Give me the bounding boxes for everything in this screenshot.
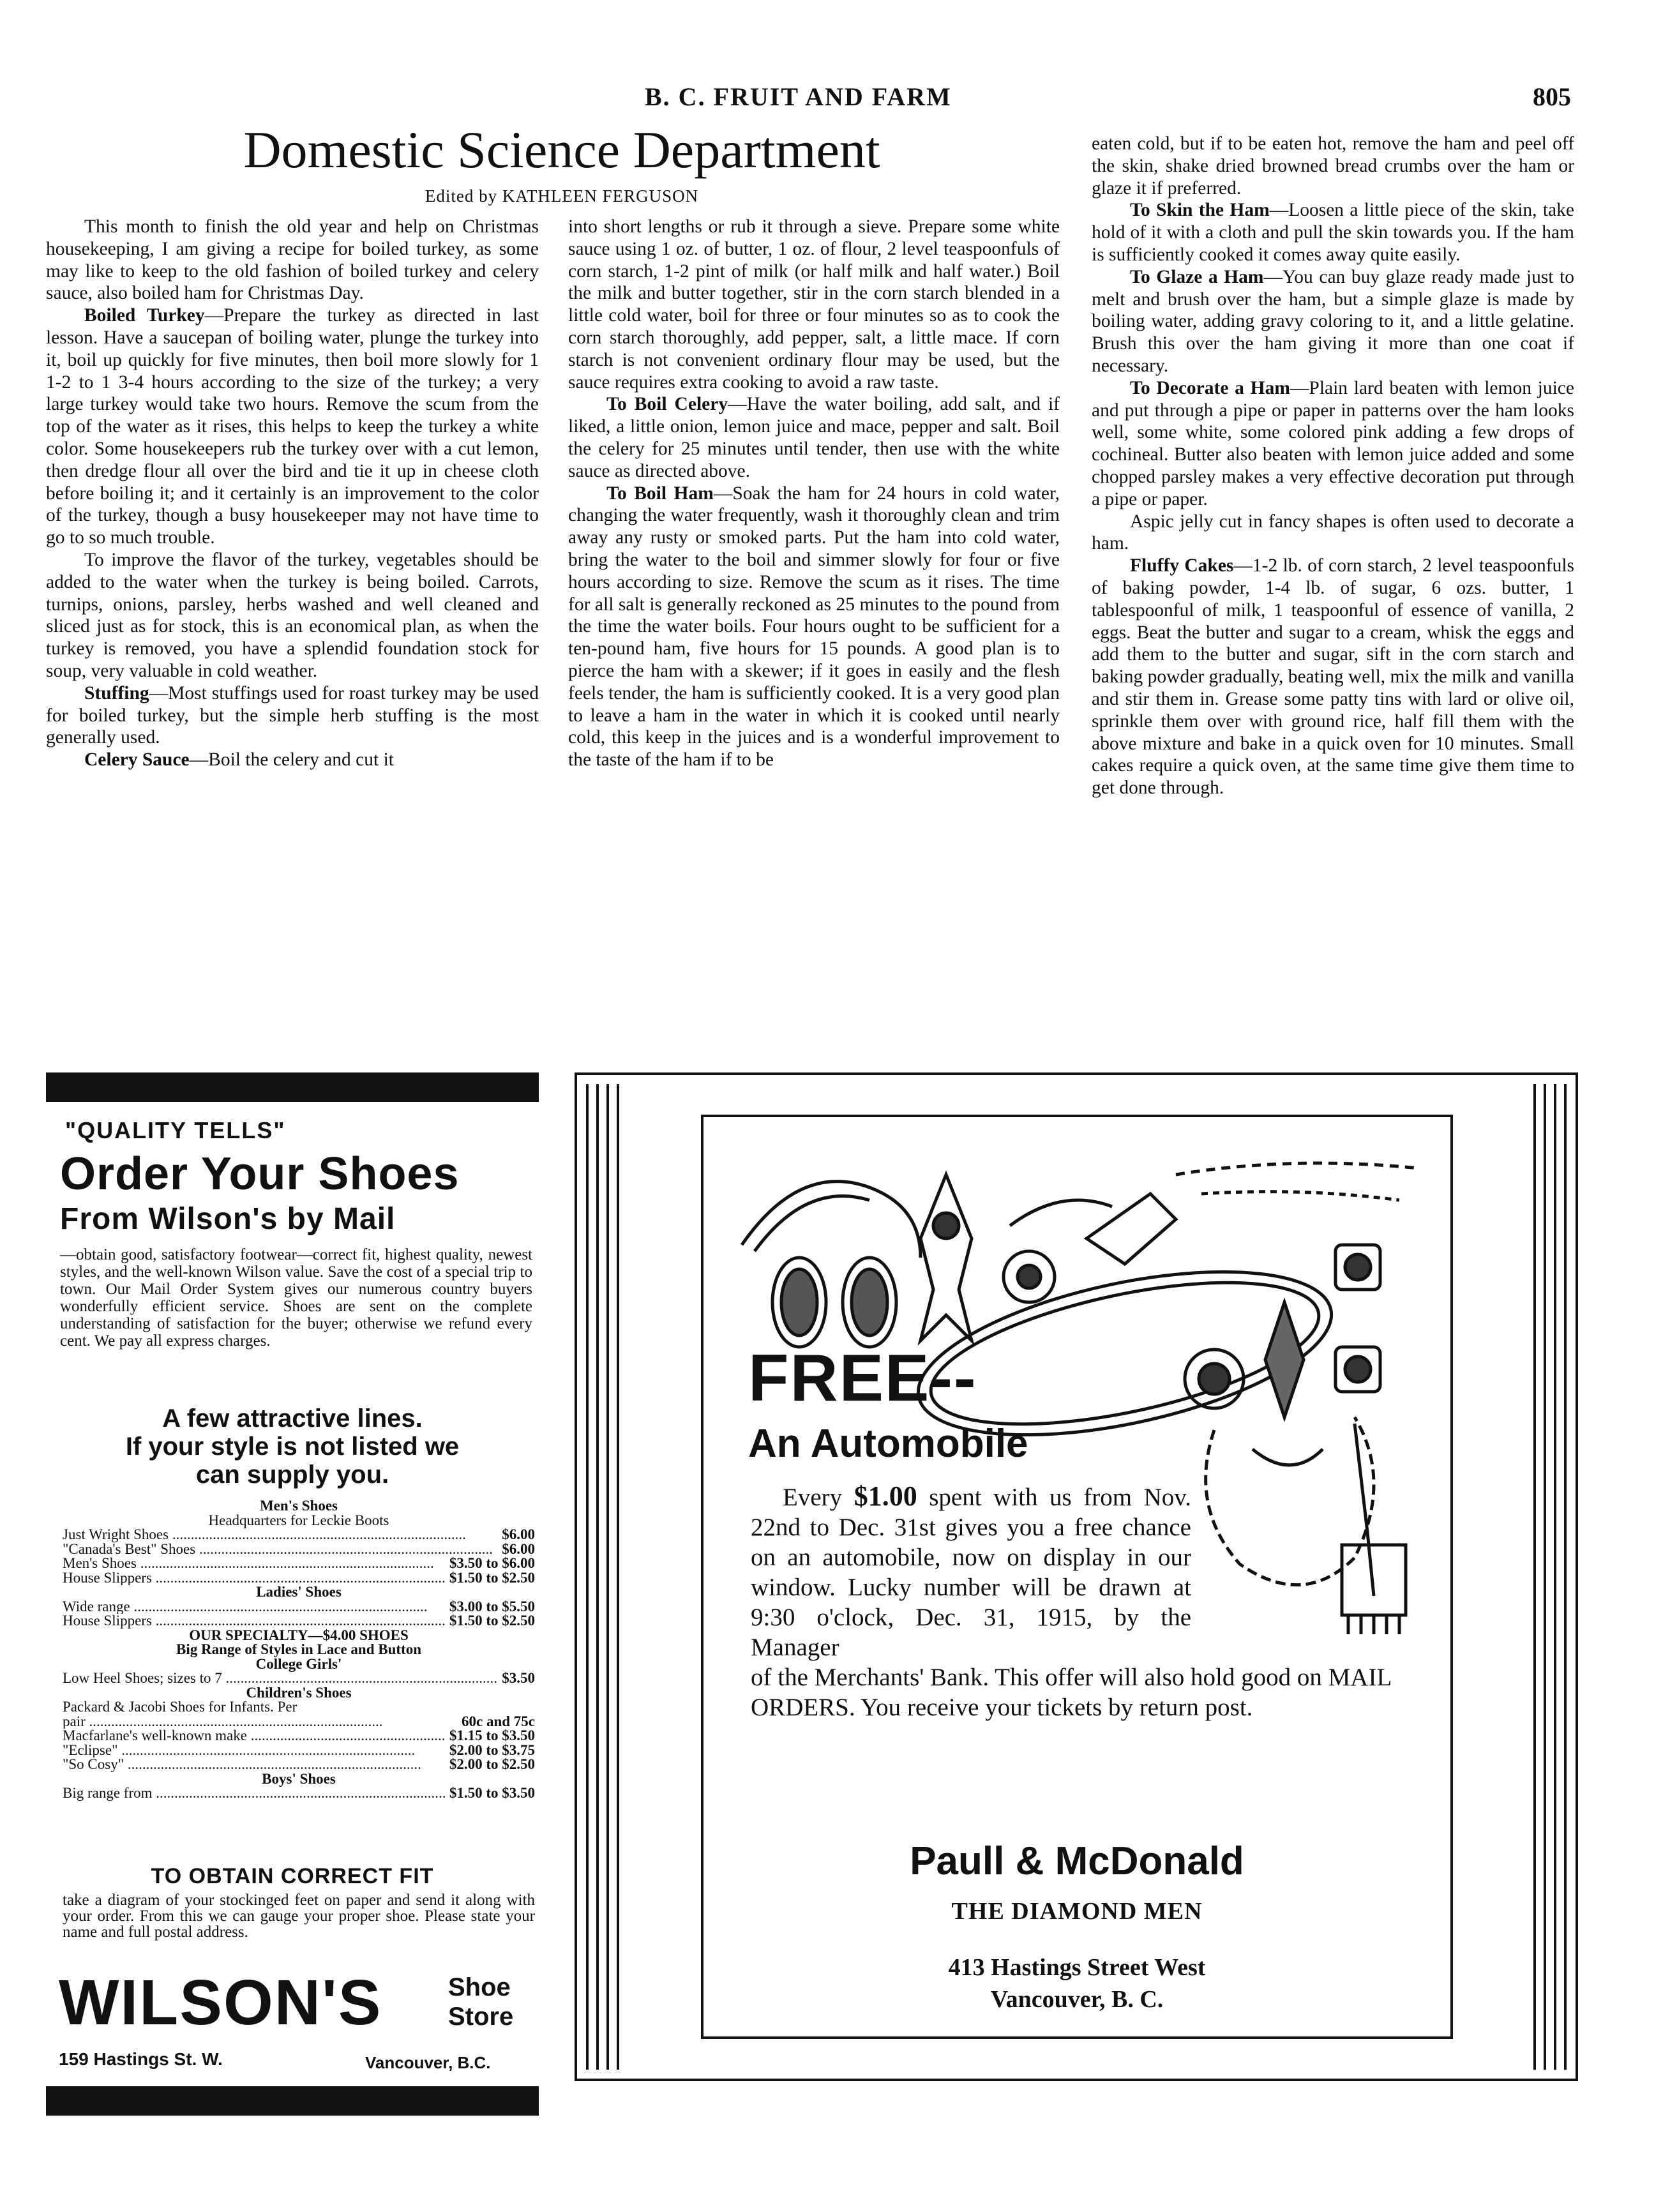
frame-stripes-left xyxy=(586,1084,624,2070)
article-paragraph xyxy=(1092,555,1574,799)
ad-lines-2: If your style is not listed we xyxy=(125,1433,460,1461)
price-item-price: $3.50 xyxy=(502,1670,535,1686)
frame-stripes-right xyxy=(1528,1084,1567,2070)
article-paragraph xyxy=(46,749,539,771)
article-column-3 xyxy=(1092,133,1574,799)
price-row xyxy=(63,1542,535,1557)
paragraph-text: —Most stuffings used for roast turkey may be used for boiled turkey, but the simple herb stuffing is the most generally used. xyxy=(46,682,539,748)
article-column-2 xyxy=(568,216,1060,771)
price-group-boys xyxy=(63,1786,535,1801)
article-paragraph xyxy=(1092,377,1574,511)
price-row xyxy=(63,1614,535,1629)
ad-automobile-headline: An Automobile xyxy=(748,1422,1028,1466)
price-item-name: Low Heel Shoes; sizes to 7 ..... xyxy=(63,1671,498,1686)
paragraph-text: —Have the water boiling, add salt, and if liked, a little onion, lemon juice and mace, pepper and salt. Boil the celery for 25 minutes until tender, then use with the white sauce as directed above. xyxy=(568,394,1060,481)
store-address: 159 Hastings St. W. xyxy=(59,2049,223,2069)
paragraph-lead: To Decorate a Ham xyxy=(1130,377,1290,398)
price-item-name: pair ..... xyxy=(63,1715,458,1729)
paragraph-text: To improve the flavor of the turkey, vegetables should be added to the water when the turkey is being boiled. Carrots, turnips, onions, parsley, herbs washed and well cleaned and sliced just as for stock, this is an economical plan, as when the turkey is removed, you have a splendid foundation stock for soup, very valuable in cold weather. xyxy=(46,549,539,681)
store-city: Vancouver, B.C. xyxy=(365,2053,491,2072)
article-paragraph xyxy=(1092,266,1574,377)
company-tagline: THE DIAMOND MEN xyxy=(951,1898,1203,1925)
ad-lines-text xyxy=(46,1404,539,1489)
ad-amount: $1.00 xyxy=(854,1480,917,1512)
ad-body-narrow xyxy=(751,1481,1191,1662)
price-item-price: $2.00 to $2.50 xyxy=(449,1756,535,1772)
article-paragraph xyxy=(1092,199,1574,266)
price-group-college xyxy=(63,1671,535,1686)
price-item-name: House Slippers ..... xyxy=(63,1614,446,1629)
article-paragraph xyxy=(568,393,1060,482)
price-item-price: $1.50 to $3.50 xyxy=(449,1785,535,1801)
paragraph-lead: Celery Sauce xyxy=(84,749,190,771)
page-number: 805 xyxy=(1533,82,1571,111)
ad-tagline: "QUALITY TELLS" xyxy=(65,1117,286,1143)
fit-text: take a diagram of your stockinged feet on paper and send it along with your order. From this we can gauge your proper shoe. Please state your name and full postal address. xyxy=(63,1892,535,1941)
store-shoe: Shoe xyxy=(448,1973,511,2001)
ad-headline: Order Your Shoes xyxy=(60,1148,460,1200)
paragraph-lead: To Boil Ham xyxy=(606,483,714,504)
ad-every: Every xyxy=(783,1484,843,1511)
price-heading-mens: Men's Shoes xyxy=(259,1498,338,1514)
price-row xyxy=(63,1571,535,1586)
price-heading-boys: Boys' Shoes xyxy=(262,1770,336,1787)
price-row xyxy=(63,1715,535,1729)
paragraph-text: into short lengths or rub it through a sieve. Prepare some white sauce using 1 oz. of butter, 1 oz. of flour, 2 level teaspoonfuls of corn starch, 1-2 pint of milk (or half milk and half water.) Boil the milk and butter together, stir in the corn starch blended in a little cold water, boil for three or four minutes so as to cook the corn starch thoroughly, add pepper, salt, a little mace. If corn starch is not convenient ordinary flour may be used, but the sauce requires extra cooking to avoid a raw taste. xyxy=(568,216,1060,393)
price-item-name: Big range from ..... xyxy=(63,1786,446,1801)
article-paragraph xyxy=(568,483,1060,771)
paragraph-lead: To Glaze a Ham xyxy=(1130,266,1264,287)
paragraph-lead: Boiled Turkey xyxy=(84,305,205,326)
price-item-name: Wide range ..... xyxy=(63,1600,446,1614)
article-paragraph xyxy=(46,216,539,305)
price-item-price: $2.00 to $3.75 xyxy=(449,1742,535,1758)
paragraph-lead: To Skin the Ham xyxy=(1130,200,1270,221)
wilson-shoe-ad xyxy=(46,1072,539,2107)
price-heading-children: Children's Shoes xyxy=(246,1684,352,1701)
price-item-price: $6.00 xyxy=(502,1526,535,1542)
price-row xyxy=(63,1600,535,1614)
price-specialty: OUR SPECIALTY—$4.00 SHOES xyxy=(189,1627,409,1643)
paragraph-text: Aspic jelly cut in fancy shapes is often used to decorate a ham. xyxy=(1092,511,1574,554)
price-item-name: Macfarlane's well-known make ..... xyxy=(63,1729,446,1743)
price-row xyxy=(63,1757,535,1772)
paragraph-text: —1-2 lb. of corn starch, 2 level teaspoonfuls of baking powder, 1-4 lb. of sugar, 6 ozs. butter, 1 tablespoonful of milk, 1 teaspoonful of essence of vanilla, 2 eggs. Beat the butter and sugar to a cream, whisk the eggs and add them to the butter and sugar, sift in the corn starch and baking powder gradually, beating well, mix the milk and vanilla and stir them in. Grease some patty tins with lard or olive oil, sprinkle them over with ground rice, half fill them with the above mixture and bake in a quick oven for 10 minutes. Small cakes require a quick oven, at the same time give them time to get done through. xyxy=(1092,555,1574,799)
ad-free-headline: FREE-- xyxy=(748,1341,977,1415)
price-row xyxy=(63,1786,535,1801)
store-store: Store xyxy=(448,2003,514,2031)
price-specialty-sub: Big Range of Styles in Lace and Button xyxy=(176,1641,421,1657)
price-item-price: $1.15 to $3.50 xyxy=(449,1727,535,1743)
ad-top-bar xyxy=(46,1072,539,1102)
price-item-name: House Slippers ..... xyxy=(63,1571,446,1586)
price-item-name: "Canada's Best" Shoes ..... xyxy=(63,1542,498,1557)
price-heading-ladies: Ladies' Shoes xyxy=(256,1584,342,1600)
price-group-children xyxy=(63,1715,535,1772)
paragraph-lead: To Boil Celery xyxy=(606,394,728,415)
store-suffix xyxy=(448,1973,513,2031)
company-name: Paull & McDonald xyxy=(910,1839,1244,1883)
article-title: Domestic Science Department xyxy=(243,121,880,179)
ad-subhead: From Wilson's by Mail xyxy=(60,1202,396,1236)
price-row xyxy=(63,1556,535,1571)
ad-body-2: of the Merchants' Bank. This offer will also hold good on MAIL ORDERS. You receive your tickets by return post. xyxy=(751,1664,1391,1721)
paragraph-text: —Boil the celery and cut it xyxy=(189,749,394,771)
price-item-price: $3.00 to $5.50 xyxy=(449,1598,535,1614)
ad-lines-3: can supply you. xyxy=(195,1461,389,1489)
paragraph-text: —Prepare the turkey as directed in last lesson. Have a saucepan of boiling water, plunge the turkey into it, boil up quickly for five minutes, then boil more slowly for 1 1-2 to 1 3-4 hours according to the size of the turkey; a very large turkey would take two hours. Remove the scum from the top of the water as it rises, this helps to keep the turkey a white color. Some housekeepers rub the turkey over with a cut lemon, then dredge flour all over the bird and tie it up in cheese cloth before boiling it; and it certainly is an improvement to the color of the turkey, though a busy housekeeper may not have time to go to so much trouble. xyxy=(46,305,539,548)
price-row xyxy=(63,1528,535,1542)
paragraph-lead: Stuffing xyxy=(84,682,149,703)
article-paragraph xyxy=(568,216,1060,393)
article-paragraph xyxy=(46,305,539,549)
price-row xyxy=(63,1743,535,1758)
ad-body-1: spent with us from Nov. 22nd to Dec. 31st gives you a free chance on an automobile, now on display in our window. Lucky number will be drawn at 9:30 o'clock, Dec. 31, 1915, by the Manager xyxy=(751,1484,1192,1661)
company-street: 413 Hastings Street West xyxy=(948,1954,1206,1981)
article-paragraph xyxy=(46,549,539,682)
price-group-mens xyxy=(63,1528,535,1585)
paragraph-text: —Plain lard beaten with lemon juice and put through a pipe or paper in patterns over the ham looks well, some white, some colored pink adding a few drops of cochineal. Butter also beaten with lemon juice added and some chopped parsley makes a very effective decoration put through a pipe or paper. xyxy=(1092,377,1574,509)
price-row xyxy=(63,1671,535,1686)
store-name: WILSON'S xyxy=(59,1967,382,2038)
price-item-name: "Eclipse" ..... xyxy=(63,1743,446,1758)
ad-intro: —obtain good, satisfactory footwear—correct fit, highest quality, newest styles, and the well-known Wilson value. Save the cost of a special trip to town. Our Mail Order System gives our numerous country buyers wonderfully efficient service. Shoes are sent on the complete understanding of satisfaction for the buyer; otherwise we refund every cent. We pay all express charges. xyxy=(60,1246,532,1350)
article-paragraph xyxy=(46,682,539,749)
paull-mcdonald-ad xyxy=(701,1115,1453,2039)
paragraph-text: eaten cold, but if to be eaten hot, remove the ham and peel off the skin, shake dried browned bread crumbs over the ham or glaze it if preferred. xyxy=(1092,133,1574,199)
price-item-price: $1.50 to $2.50 xyxy=(449,1613,535,1629)
running-head: B. C. FRUIT AND FARM xyxy=(645,82,952,111)
price-group-ladies xyxy=(63,1600,535,1629)
price-list xyxy=(63,1499,535,1801)
ad-lines-1: A few attractive lines. xyxy=(162,1404,423,1433)
article-paragraph xyxy=(1092,511,1574,555)
price-children-packard: Packard & Jacobi Shoes for Infants. Per xyxy=(63,1699,297,1715)
price-item-price: 60c and 75c xyxy=(462,1713,535,1729)
article-byline: Edited by KATHLEEN FERGUSON xyxy=(425,186,699,206)
article-column-1 xyxy=(46,216,539,771)
ad-body xyxy=(751,1481,1427,1722)
paragraph-lead: Fluffy Cakes xyxy=(1130,555,1234,576)
price-item-price: $6.00 xyxy=(502,1540,535,1557)
ad-bottom-bar xyxy=(46,2086,539,2116)
company-city: Vancouver, B. C. xyxy=(990,1986,1164,2013)
article-paragraph xyxy=(1092,133,1574,199)
price-item-name: Just Wright Shoes ..... xyxy=(63,1528,498,1542)
paragraph-text: —Soak the ham for 24 hours in cold water, changing the water frequently, wash it thoroughly clean and trim away any rusty or smoked parts. Put the ham into cold water, bring the water to the boil and simmer slowly for four or five hours according to size. Remove the scum as it rises. The time for all salt is generally reckoned as 25 minutes to the pound from the time the water boils. Four hours ought to be sufficient for a ten-pound ham, five hours for 15 pounds. A good plan is to pierce the ham with a skewer; if it goes in easily and the flesh feels tender, the ham is sufficiently cooked. It is a very good plan to leave a ham in the water in which it is cooked until nearly cold, this keep in the juices and is a wonderful improvement to the taste of the ham if to be xyxy=(568,483,1060,771)
price-heading-college: College Girls' xyxy=(255,1655,342,1672)
paragraph-text: —You can buy glaze ready made just to melt and brush over the ham, but a simple glaze is made by boiling water, adding gravy coloring to it, and a little gelatine. Brush this over the ham giving it more than one coat if necessary. xyxy=(1092,266,1574,376)
paragraph-text: —Loosen a little piece of the skin, take hold of it with a cloth and pull the skin towards you. If the ham is sufficiently cooked it comes away quite easily. xyxy=(1092,200,1574,265)
paragraph-text: This month to finish the old year and help on Christmas housekeeping, I am giving a recipe for boiled turkey, as some may like to keep to the old fashion of boiled turkey and celery sauce, also boiled ham for Christmas Day. xyxy=(46,216,539,304)
fit-heading: TO OBTAIN CORRECT FIT xyxy=(151,1864,434,1888)
price-note-mens: Headquarters for Leckie Boots xyxy=(208,1512,389,1528)
price-item-price: $3.50 to $6.00 xyxy=(449,1555,535,1571)
price-item-name: "So Cosy" ..... xyxy=(63,1757,446,1772)
price-item-price: $1.50 to $2.50 xyxy=(449,1569,535,1586)
price-item-name: Men's Shoes ..... xyxy=(63,1556,446,1571)
price-row xyxy=(63,1729,535,1743)
